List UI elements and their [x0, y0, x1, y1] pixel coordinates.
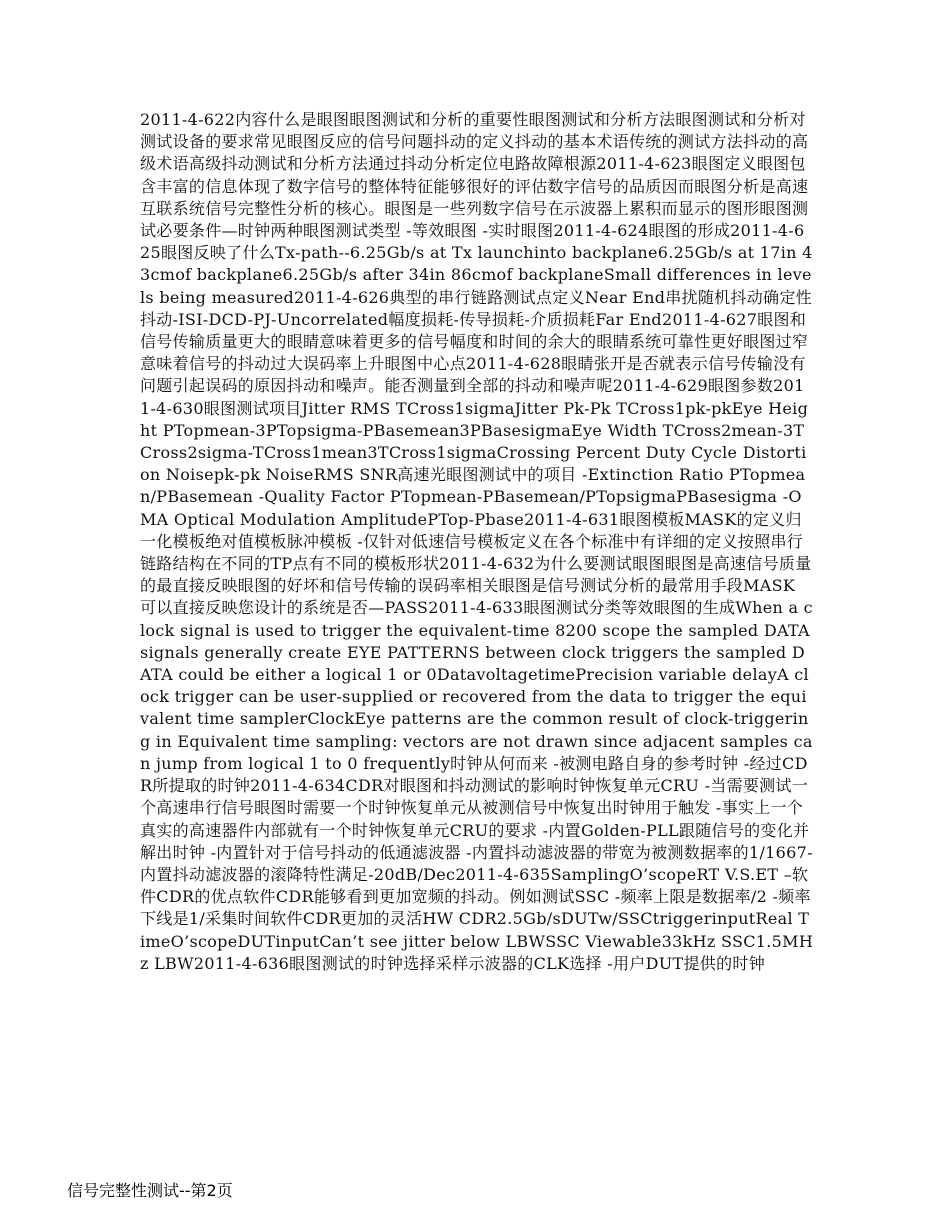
- body-paragraph: 2011-4-622内容什么是眼图眼图测试和分析的重要性眼图测试和分析方法眼图测试和分析对测试设备的要求常见眼图反应的信号问题抖动的定义抖动的基本术语传统的测试方法抖动的高级术语高级抖动测试和分析方法通过抖动分析定位电路故障根源2011-4-623眼图定义眼图包含丰富的信息体现了数字信号的整体特征能够很好的评估数字信号的品质因而眼图分析是高速互联系统信号完整性分析的核心。眼图是一些列数字信号在示波器上累积而显示的图形眼图测试必要条件—时钟两种眼图测试类型 -等效眼图 -实时眼图2011-4-624眼图的形成2011-4-625眼图反映了什么Tx-path--6.25Gb/s at Tx launchinto backplane6.25Gb/s at 17in 43cmof backplane6.25Gb/s after 34in 86cmof backplaneSmall differences in levels being measured2011-4-626典型的串行链路测试点定义Near End串扰随机抖动确定性抖动-ISI-DCD-PJ-Uncorrelated幅度损耗-传导损耗-介质损耗Far End2011-4-627眼图和信号传输质量更大的眼睛意味着更多的信号幅度和时间的余大的眼睛系统可靠性更好眼图过窄意味着信号的抖动过大误码率上升眼图中心点2011-4-628眼睛张开是否就表示信号传输没有问题引起误码的原因抖动和噪声。能否测量到全部的抖动和噪声呢2011-4-629眼图参数2011-4-630眼图测试项目Jitter RMS TCross1sigmaJitter Pk-Pk TCross1pk-pkEye Height PTopmean-3PTopsigma-PBasemean3PBasesigmaEye Width TCross2mean-3TCross2sigma-TCross1mean3TCross1sigmaCrossing Percent Duty Cycle Distortion Noisepk-pk NoiseRMS SNR高速光眼图测试中的项目 -Extinction Ratio PTopmean/PBasemean -Quality Factor PTopmean-PBasemean/PTopsigmaPBasesigma -OMA Optical Modulation AmplitudePTop-Pbase2011-4-631眼图模板MASK的定义归一化模板绝对值模板脉冲模板 -仅针对低速信号模板定义在各个标准中有详细的定义按照串行链路结构在不同的TP点有不同的模板形状2011-4-632为什么要测试眼图眼图是高速信号质量的最直接反映眼图的好坏和信号传输的误码率相关眼图是信号测试分析的最常用手段MASK 可以直接反映您设计的系统是否—PASS2011-4-633眼图测试分类等效眼图的生成When a clock signal is used to trigger the equivalent-time 8200 scope the sampled DATA signals generally create EYE PATTERNS between clock triggers the sampled DATA could be either a logical 1 or 0DatavoltagetimePrecision variable delayA clock trigger can be user-supplied or recovered from the data to trigger the equivalent time samplerClockEye patterns are the common result of clock-triggering in Equivalent time sampling: vectors are not drawn since adjacent samples can jump from logical 1 to 0 frequently时钟从何而来 -被测电路自身的参考时钟 -经过CDR所提取的时钟2011-4-634CDR对眼图和抖动测试的影响时钟恢复单元CRU -当需要测试一个高速串行信号眼图时需要一个时钟恢复单元从被测信号中恢复出时钟用于触发 -事实上一个真实的高速器件内部就有一个时钟恢复单元CRU的要求 -内置Golden-PLL跟随信号的变化并解出时钟 -内置针对于信号抖动的低通滤波器 -内置抖动滤波器的带宽为被测数据率的1/1667-内置抖动滤波器的滚降特性满足-20dB/Dec2011-4-635SamplingO’scopeRT V.S.ET –软件CDR的优点软件CDR能够看到更加宽频的抖动。例如测试SSC -频率上限是数据率/2 -频率下线是1/采集时间软件CDR更加的灵活HW CDR2.5Gb/sDUTw/SSCtriggerinputReal TimeO’scopeDUTinputCan’t see jitter below LBWSSC Viewable33kHz SSC1.5MHz LBW2011-4-636眼图测试的时钟选择采样示波器的CLK选择 -用户DUT提供的时钟: [140, 110, 814, 973]
- document-body: [140, 109, 814, 975]
- page-footer: 信号完整性测试--第2页: [67, 1181, 233, 1200]
